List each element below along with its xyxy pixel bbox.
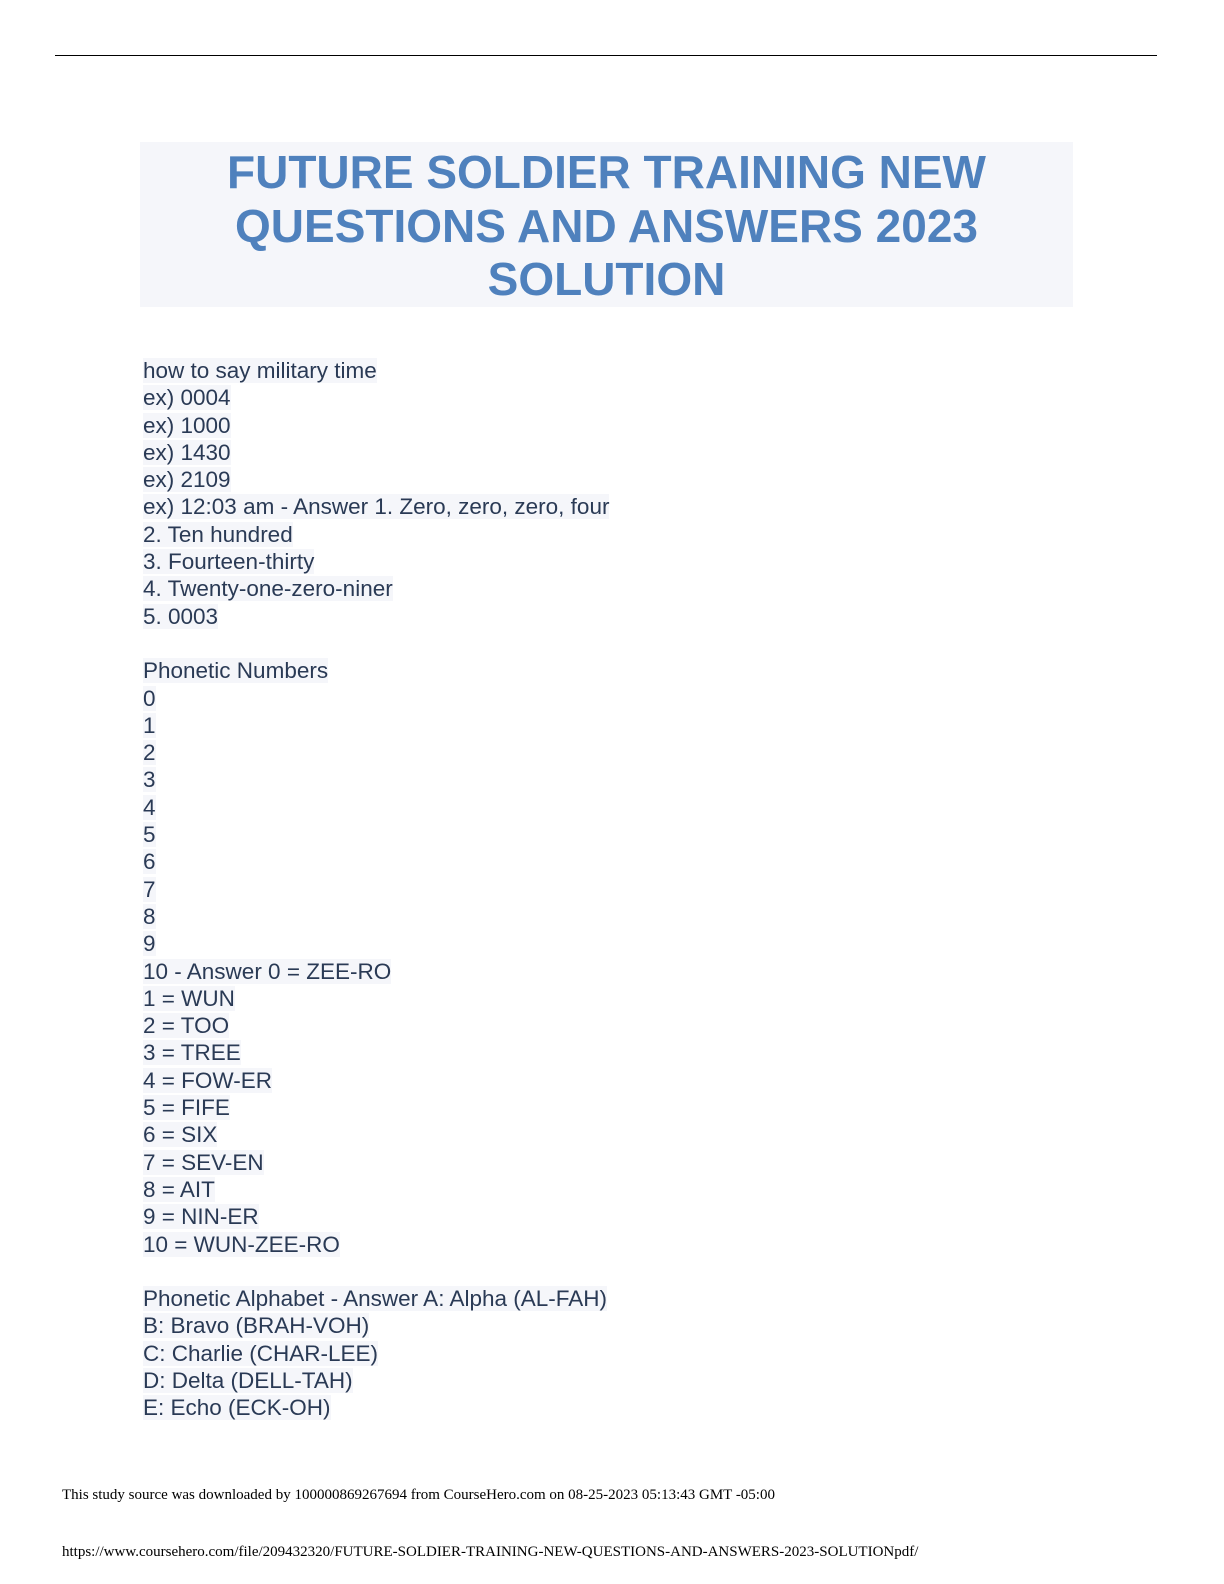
qa-line: 7 = SEV-EN: [143, 1149, 264, 1175]
qa-line: B: Bravo (BRAH-VOH): [143, 1313, 370, 1339]
qa-line: 8: [143, 903, 156, 929]
qa-line: 5 = FIFE: [143, 1095, 230, 1121]
qa-line: 4 = FOW-ER: [143, 1067, 272, 1093]
qa-line: D: Delta (DELL-TAH): [143, 1367, 353, 1393]
qa-line: ex) 0004: [143, 385, 231, 411]
qa-line: how to say military time: [143, 358, 377, 383]
section-phonetic-numbers: [143, 657, 1043, 1258]
qa-line: 10 - Answer 0 = ZEE-RO: [143, 958, 392, 984]
qa-line: 1 = WUN: [143, 985, 235, 1011]
download-note: This study source was downloaded by 100000869267694 from CourseHero.com on 08-25-2023 05:13:43 GMT -05:00: [62, 1487, 775, 1503]
qa-line: ex) 2109: [143, 467, 231, 493]
qa-line: 8 = AIT: [143, 1176, 215, 1202]
qa-line: 9: [143, 931, 156, 957]
qa-line: 4: [143, 794, 156, 820]
qa-line: Phonetic Alphabet - Answer A: Alpha (AL-FAH): [143, 1286, 608, 1312]
qa-line: 9 = NIN-ER: [143, 1204, 259, 1230]
qa-line: E: Echo (ECK-OH): [143, 1395, 331, 1421]
qa-line: 3. Fourteen-thirty: [143, 549, 315, 575]
section-spacer: [143, 1258, 1043, 1285]
qa-line: 0: [143, 685, 156, 711]
section-spacer: [143, 630, 1043, 657]
qa-line: 4. Twenty-one-zero-niner: [143, 576, 393, 602]
qa-line: 6 = SIX: [143, 1122, 218, 1148]
qa-line: 2 = TOO: [143, 1013, 230, 1039]
qa-line: 5. 0003: [143, 603, 219, 629]
qa-line: ex) 1000: [143, 412, 231, 438]
qa-line: 5: [143, 822, 156, 848]
section-military-time: [143, 357, 1043, 630]
source-url[interactable]: https://www.coursehero.com/file/209432320/FUTURE-SOLDIER-TRAINING-NEW-QUESTIONS-AND-ANSWERS-2023-SOLUTIONpdf/: [62, 1544, 919, 1560]
qa-line: ex) 1430: [143, 439, 231, 465]
document-body: [143, 357, 1043, 1422]
document-title: FUTURE SOLDIER TRAINING NEW QUESTIONS AND ANSWERS 2023 SOLUTION: [227, 146, 986, 305]
qa-line: Phonetic Numbers: [143, 658, 329, 684]
qa-line: 2: [143, 740, 156, 766]
qa-line: 10 = WUN-ZEE-RO: [143, 1231, 340, 1257]
qa-line: ex) 12:03 am - Answer 1. Zero, zero, zero, four: [143, 494, 610, 520]
title-banner: [140, 142, 1073, 307]
qa-line: 3: [143, 767, 156, 793]
top-divider: [55, 55, 1157, 56]
qa-line: 3 = TREE: [143, 1040, 241, 1066]
qa-line: 1: [143, 712, 156, 738]
qa-line: C: Charlie (CHAR-LEE): [143, 1340, 379, 1366]
section-phonetic-alphabet: [143, 1285, 1043, 1421]
qa-line: 2. Ten hundred: [143, 521, 293, 547]
qa-line: 7: [143, 876, 156, 902]
qa-line: 6: [143, 849, 156, 875]
